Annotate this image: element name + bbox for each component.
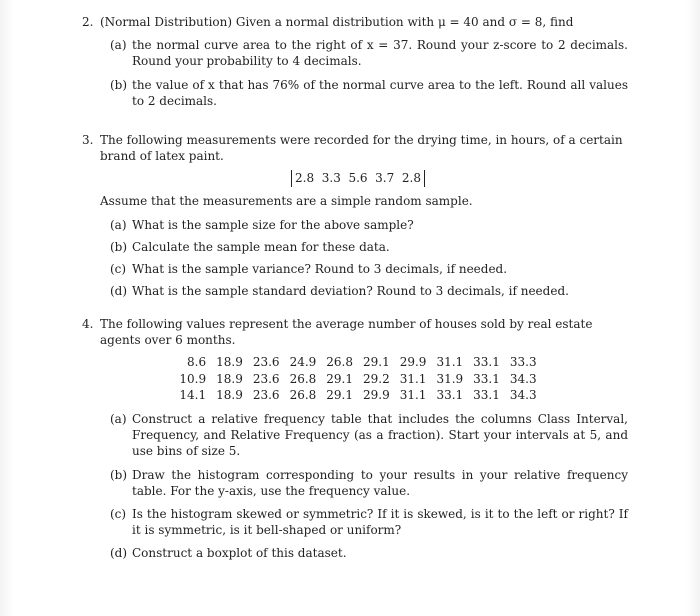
part-text: Is the histogram skewed or symmetric? If it is skewed, is it to the left or right? If it is symmetric, is it bell-shaped or uniform?: [132, 506, 628, 538]
problem-3-part-c: [110, 261, 628, 277]
table-cell: 14.1: [179, 387, 207, 402]
table-cell: 10.9: [179, 371, 207, 386]
problem-3-part-b: [110, 239, 628, 255]
table-cell: 26.8: [289, 371, 317, 386]
table-cell: 23.6: [252, 387, 280, 402]
table-row: [174, 371, 541, 387]
part-text: Construct a relative frequency table that includes the columns Class Interval, Frequency, and Relative Frequency (as a fraction). Start your intervals at 5, and use bins of size 5.: [132, 411, 628, 459]
table-cell: 29.1: [363, 355, 390, 370]
right-margin-shade: [686, 0, 700, 616]
part-text: Draw the histogram corresponding to your results in your relative frequency table. For the y-axis, use the frequency value.: [132, 467, 628, 498]
part-label: (a): [110, 411, 127, 426]
table-cell: 8.6: [187, 355, 207, 370]
problem-4-part-d: [110, 545, 628, 561]
table-cell: 29.1: [326, 371, 353, 386]
table-cell: 29.9: [363, 387, 390, 402]
table-cell: 31.9: [436, 371, 464, 386]
part-text: Calculate the sample mean for these data.: [132, 239, 390, 254]
part-label: (d): [110, 546, 128, 561]
table-row: [174, 354, 541, 370]
table-cell: 31.1: [399, 371, 427, 386]
problem-2: [82, 14, 628, 109]
problem-2-number: 2.: [82, 15, 94, 29]
part-text: Construct a boxplot of this dataset.: [132, 546, 347, 561]
drying-time-data: [88, 170, 628, 186]
problem-2-part-a: [110, 37, 628, 69]
part-label: (b): [110, 239, 128, 254]
table-cell: 31.1: [399, 387, 427, 402]
table-cell: 33.1: [473, 387, 500, 402]
problem-2-text: (Normal Distribution) Given a normal distribution with μ = 40 and σ = 8, find: [100, 15, 574, 29]
table-cell: 24.9: [289, 355, 317, 370]
part-label: (c): [110, 506, 127, 521]
part-text: What is the sample size for the above sample?: [132, 217, 414, 232]
table-cell: 18.9: [216, 355, 243, 370]
table-cell: 33.1: [436, 387, 464, 402]
part-text: What is the sample variance? Round to 3 decimals, if needed.: [132, 262, 508, 277]
part-label: (b): [110, 467, 128, 482]
problem-3: [82, 132, 628, 300]
part-text: the normal curve area to the right of x = 37. Round your z-score to 2 decimals. Round your probability to 4 decimals.: [132, 38, 628, 69]
table-cell: 34.3: [509, 387, 537, 402]
part-label: (d): [110, 284, 128, 299]
left-margin-shade: [0, 0, 14, 616]
table-cell: 18.9: [216, 371, 243, 386]
table-cell: 33.3: [509, 355, 537, 370]
problem-4-text: The following values represent the average number of houses sold by real estate agents over 6 months.: [100, 317, 593, 348]
part-label: (a): [110, 38, 127, 53]
part-label: (b): [110, 77, 128, 92]
part-label: (c): [110, 262, 127, 277]
problem-4-part-b: [110, 467, 628, 499]
table-cell: 29.9: [399, 355, 427, 370]
problem-4-part-c: [110, 506, 628, 538]
table-cell: 33.1: [473, 371, 500, 386]
problem-3-number: 3.: [82, 133, 94, 147]
table-cell: 26.8: [326, 355, 353, 370]
problem-3-part-a: [110, 217, 628, 233]
table-cell: 31.1: [436, 355, 464, 370]
problem-3-part-d: [110, 283, 628, 299]
table-cell: 29.2: [363, 371, 390, 386]
table-cell: 29.1: [326, 387, 353, 402]
houses-sold-table: [174, 354, 541, 403]
part-text: What is the sample standard deviation? Round to 3 decimals, if needed.: [132, 284, 569, 299]
problem-4: [82, 316, 628, 561]
data-vector: 2.8 3.3 5.6 3.7 2.8: [291, 170, 425, 186]
table-cell: 33.1: [473, 355, 500, 370]
table-cell: 26.8: [289, 387, 317, 402]
table-cell: 18.9: [216, 387, 243, 402]
table-row: [174, 387, 541, 403]
problem-4-part-a: [110, 411, 628, 460]
problem-2-part-b: [110, 77, 628, 109]
table-cell: 23.6: [252, 371, 280, 386]
table-cell: 34.3: [509, 371, 537, 386]
problem-4-number: 4.: [82, 317, 94, 331]
table-cell: 23.6: [252, 355, 280, 370]
part-text: the value of x that has 76% of the normal curve area to the left. Round all values to 2 decimals.: [132, 77, 628, 108]
part-label: (a): [110, 217, 127, 232]
problem-3-assumption: Assume that the measurements are a simple random sample.: [100, 193, 473, 208]
problem-3-text: The following measurements were recorded for the drying time, in hours, of a certain brand of latex paint.: [100, 133, 623, 164]
